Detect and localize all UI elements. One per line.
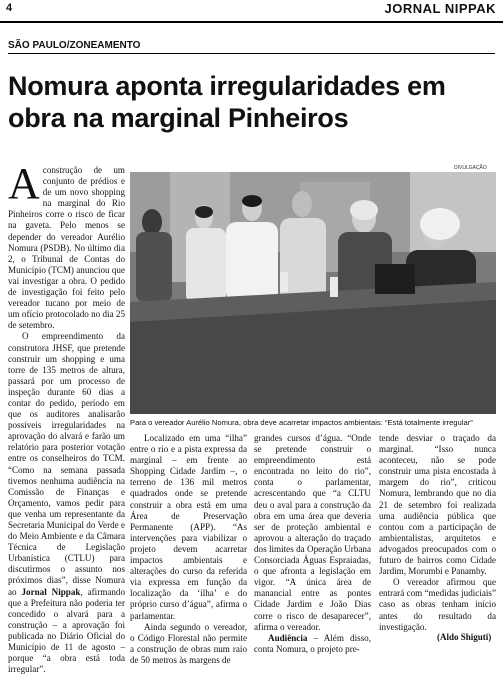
- article-column-2: [130, 433, 247, 666]
- paragraph: Ainda segundo o vereador, o Código Florestal não permite a construção de obras num raio de 50 metros às margens de: [130, 621, 247, 665]
- news-photo: [130, 172, 496, 414]
- paragraph: O vereador afirmou que entrará com “medidas judiciais” caso as obras tenham início antes do resultado da investigação.: [379, 577, 496, 632]
- article-column-4: [379, 433, 496, 633]
- photo-credit: DIVULGAÇÃO: [454, 165, 487, 171]
- paragraph: Localizado em uma “ilha” entre o rio e a pista expressa da marginal – em frente ao Shopping Cidade Jardim –, o terreno de 136 mil metros quadrados onde se pretende construir a obra está em uma Área de Preservação Permanente (APP). “As intervenções para viabilizar o projeto devem acarretar impactos ambientais e alterações do curso da referida via expressa em função da localização da ‘ilha’ e do próprio curso d’água”, afirma o parlamentar.: [130, 433, 247, 621]
- subheading: Audiência: [268, 632, 308, 643]
- author-byline: (Aldo Shiguti): [437, 632, 492, 642]
- paragraph: – Além disso, conta Nomura, o projeto pre-: [254, 632, 371, 654]
- newspaper-name: Jornal Nippak: [21, 586, 81, 597]
- meeting-photo: [130, 172, 496, 414]
- paragraph-end: , afirmando que a Prefeitura não poderia ter concedido o alvará para a construção – a aprovação foi publicada no Diário Oficial do Município de 11 de agosto – porque “a obra está toda irregular”.: [8, 586, 125, 675]
- journal-name: JORNAL NIPPAK: [384, 1, 496, 16]
- photo-caption: Para o vereador Aurélio Nomura, obra deve acarretar impactos ambientais: “Está totalmente irregular”: [130, 418, 473, 427]
- paragraph: O empreendimento da construtora JHSF, que pretende construir um shopping e uma torre de 135 metros de altura, passará por um processo de inspeção durante 60 dias a contar do pedido, período em que os auditores analisarão possíveis irregularidades na aprovação do alvará e farão um relatório para posterior votação entre os conselheiros do TCM. “Como na semana passada tivemos nenhuma audiência na Comissão de Finanças e Orçamento, vamos pedir para que venha um representante da Secretaria Municipal do Verde e do Meio Ambiente e da Câmara Técnica de Legislação Urbanística (CTLU) para discutirmos o assunto nos próximos dias”, disse Nomura ao: [8, 331, 125, 597]
- headline: Nomura aponta irregularidades em obra na marginal Pinheiros: [8, 71, 446, 133]
- header-rule: [0, 21, 503, 23]
- paragraph: tende desviar o traçado da marginal. “Isso nunca aconteceu, não se pode construir uma pista encostada à margem do rio”, criticou Nomura, lembrando que no dia 21 de setembro foi realizada uma audiência pública que contou com a participação de ambientalistas, arquitetos e advogados preocupados com o futuro de bairros como Cidade Jardim, Morumbi e Panamby.: [379, 433, 496, 577]
- drop-cap: A: [8, 159, 40, 208]
- article-column-3: [254, 433, 371, 655]
- article-column-1: [8, 159, 125, 675]
- section-rule: [8, 53, 495, 54]
- page-number: 4: [6, 2, 13, 14]
- section-label: SÃO PAULO/ZONEAMENTO: [8, 40, 141, 51]
- paragraph: construção de um conjunto de prédios e de um novo shopping na marginal do Rio Pinheiros corre o risco de ficar na gaveta. Pelo menos se depender do vereador Aurélio Nomura (PSDB). No último dia 2, o Tribunal de Contas do Município (TCM) anunciou que vai investigar a obra. O pedido de investigação foi feito pelo vereador tucano por meio de um ofício protocolado no dia 25 de setembro.: [8, 165, 125, 331]
- paragraph: grandes cursos d’água. “Onde se pretende construir o empreendimento está encontrada no leito do rio”, conta o parlamentar, acrescentando que “a CLTU deu o aval para a construção da obra em uma área que deveria ser de proteção ambiental e aprovou a alteração do traçado dos limites da Operação Urbana Consorciada Águas Espraiadas, o que afronta a legislação em vigor. “A única área de manancial entre as pontes Cidade Jardim e João Dias corre o risco de desaparecer”, afirma o vereador.: [254, 433, 371, 632]
